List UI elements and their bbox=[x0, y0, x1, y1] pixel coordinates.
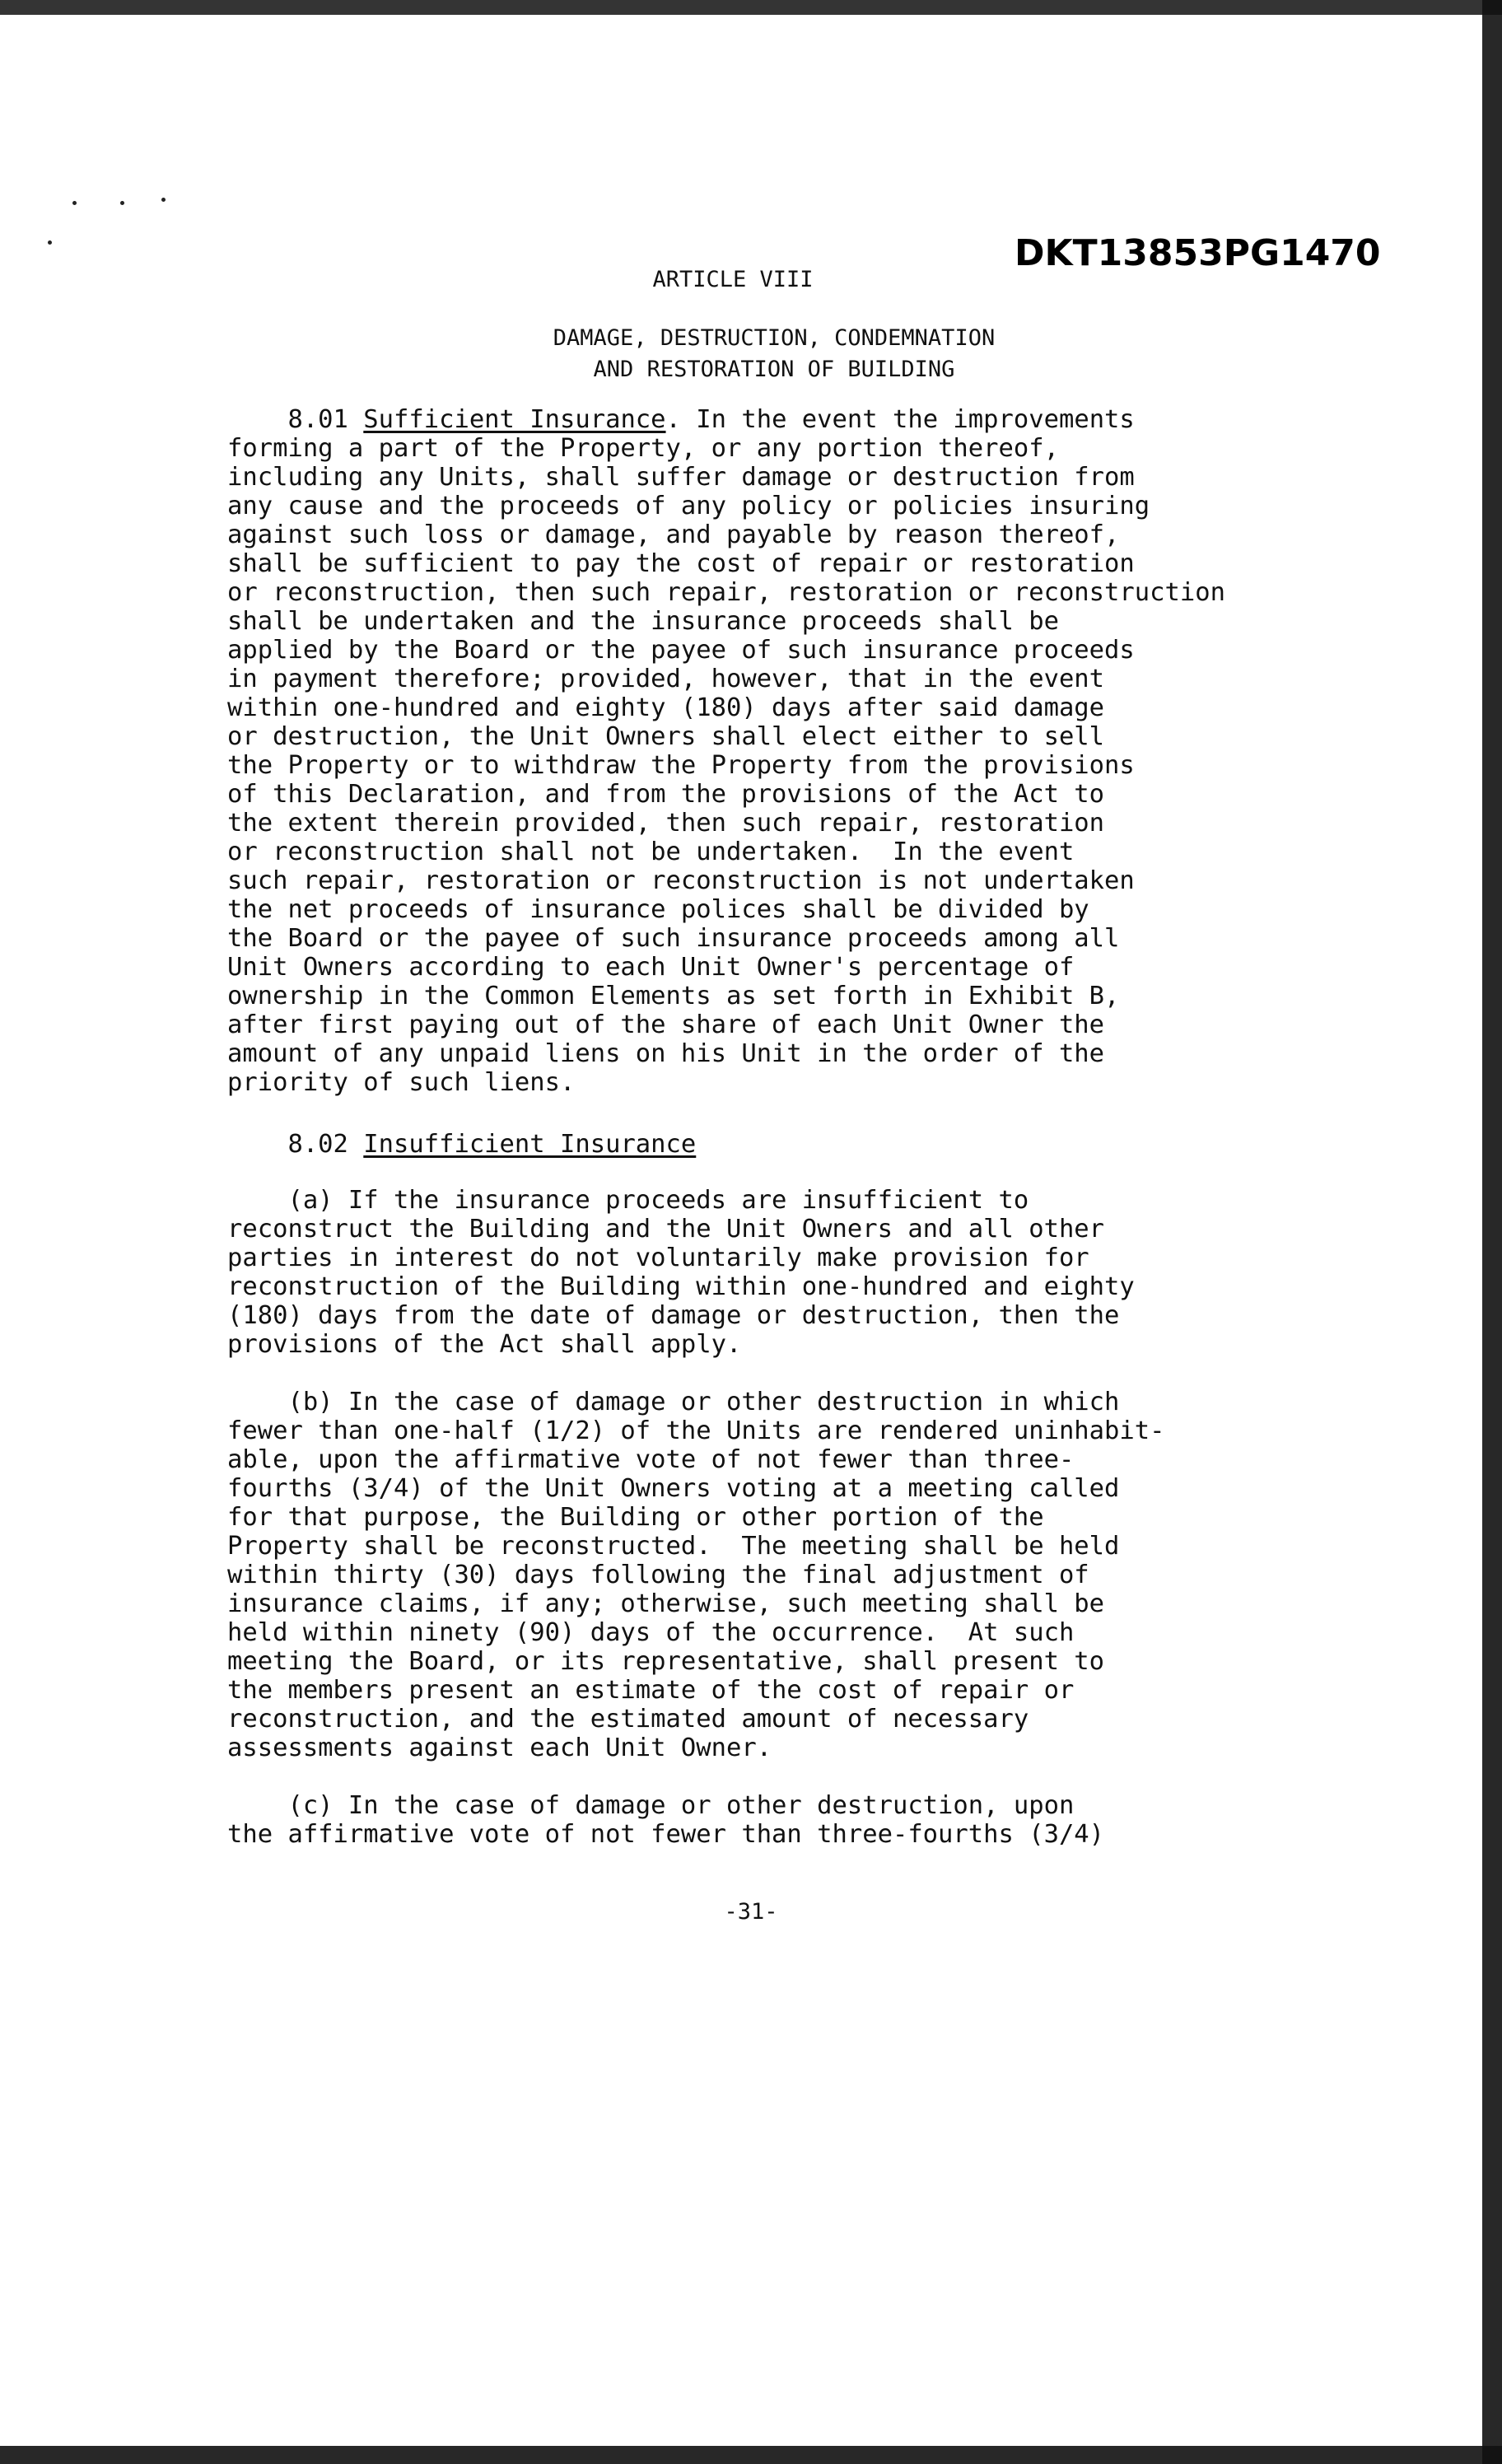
section-number: 8.02 bbox=[287, 1130, 364, 1159]
text-line: Property shall be reconstructed. The meeting shall be held bbox=[227, 1532, 1120, 1561]
text-line: or destruction, the Unit Owners shall elect either to sell bbox=[227, 722, 1105, 751]
article-subheading bbox=[428, 323, 1120, 385]
subheading-line: DAMAGE, DESTRUCTION, CONDEMNATION bbox=[553, 325, 996, 351]
text-line: (180) days from the date of damage or destruction, then the bbox=[227, 1301, 1120, 1330]
scan-edge-top bbox=[0, 0, 1502, 15]
scan-speck bbox=[161, 198, 166, 202]
section-8-02-paragraph-a bbox=[227, 1186, 1397, 1359]
text-line: the net proceeds of insurance polices shall be divided by bbox=[227, 895, 1089, 924]
text-line: the Property or to withdraw the Property from the provisions bbox=[227, 751, 1135, 780]
text-line: shall be sufficient to pay the cost of repair or restoration bbox=[227, 549, 1135, 578]
text-line: within thirty (30) days following the final adjustment of bbox=[227, 1561, 1089, 1589]
text-line: (a) If the insurance proceeds are insufficient to bbox=[287, 1186, 1029, 1215]
section-8-02-paragraph-c bbox=[227, 1791, 1397, 1849]
text-line: any cause and the proceeds of any policy or policies insuring bbox=[227, 492, 1150, 520]
text-line: within one-hundred and eighty (180) days after said damage bbox=[227, 693, 1105, 722]
text-line: shall be undertaken and the insurance proceeds shall be bbox=[227, 607, 1059, 636]
text-line: held within ninety (90) days of the occurrence. At such bbox=[227, 1618, 1075, 1647]
page-number: -31- bbox=[724, 1899, 778, 1925]
text-line: provisions of the Act shall apply. bbox=[227, 1330, 742, 1359]
text-line: (c) In the case of damage or other destruction, upon bbox=[287, 1791, 1075, 1820]
scan-speck bbox=[48, 240, 52, 245]
text-line: (b) In the case of damage or other destruction in which bbox=[287, 1388, 1120, 1416]
text-line: for that purpose, the Building or other portion of the bbox=[227, 1503, 1044, 1532]
text-line: assessments against each Unit Owner. bbox=[227, 1734, 772, 1762]
text-line: Unit Owners according to each Unit Owner's percentage of bbox=[227, 953, 1075, 982]
text-line: reconstruction of the Building within one-hundred and eighty bbox=[227, 1272, 1135, 1301]
section-heading: Insufficient Insurance bbox=[363, 1130, 697, 1159]
scan-speck bbox=[120, 201, 124, 205]
text-line: such repair, restoration or reconstruction is not undertaken bbox=[227, 866, 1135, 895]
text-line: in payment therefore; provided, however, that in the event bbox=[227, 665, 1105, 693]
text-line: including any Units, shall suffer damage or destruction from bbox=[227, 463, 1135, 492]
text-line: amount of any unpaid liens on his Unit in the order of the bbox=[227, 1039, 1105, 1068]
text-line: priority of such liens. bbox=[227, 1068, 576, 1097]
text-line: ownership in the Common Elements as set forth in Exhibit B, bbox=[227, 982, 1120, 1010]
text-line: the affirmative vote of not fewer than three-fourths (3/4) bbox=[227, 1820, 1105, 1849]
text-line: the Board or the payee of such insurance proceeds among all bbox=[227, 924, 1120, 953]
subheading-line: AND RESTORATION OF BUILDING bbox=[593, 357, 955, 382]
text-line: the members present an estimate of the cost of repair or bbox=[227, 1676, 1075, 1705]
text-line: or reconstruction, then such repair, restoration or reconstruction bbox=[227, 578, 1225, 607]
text-line: the extent therein provided, then such repair, restoration bbox=[227, 809, 1105, 838]
text-line: forming a part of the Property, or any portion thereof, bbox=[227, 434, 1059, 463]
section-8-02-heading bbox=[227, 1130, 1397, 1159]
text-line: parties in interest do not voluntarily make provision for bbox=[227, 1244, 1089, 1272]
text-line: or reconstruction shall not be undertaken. In the event bbox=[227, 838, 1075, 866]
text-line: reconstruct the Building and the Unit Owners and all other bbox=[227, 1215, 1105, 1244]
text-line: insurance claims, if any; otherwise, such meeting shall be bbox=[227, 1589, 1105, 1618]
text-line: after first paying out of the share of each Unit Owner the bbox=[227, 1010, 1105, 1039]
scan-speck bbox=[72, 201, 77, 205]
text-line: able, upon the affirmative vote of not fewer than three- bbox=[227, 1445, 1075, 1474]
section-number: 8.01 bbox=[287, 405, 364, 434]
section-8-01-paragraph bbox=[227, 405, 1397, 1097]
text-line: against such loss or damage, and payable by reason thereof, bbox=[227, 520, 1120, 549]
article-title: ARTICLE VIII bbox=[652, 267, 814, 292]
text-line: meeting the Board, or its representative, shall present to bbox=[227, 1647, 1105, 1676]
text-line: reconstruction, and the estimated amount of necessary bbox=[227, 1705, 1029, 1734]
scan-edge-right bbox=[1482, 0, 1502, 2464]
scan-edge-bottom bbox=[0, 2446, 1502, 2464]
text-line: fewer than one-half (1/2) of the Units are rendered uninhabit- bbox=[227, 1416, 1165, 1445]
text-line: applied by the Board or the payee of such insurance proceeds bbox=[227, 636, 1135, 665]
text-line: . In the event the improvements bbox=[665, 405, 1135, 434]
text-line: fourths (3/4) of the Unit Owners voting at a meeting called bbox=[227, 1474, 1120, 1503]
document-stamp: DKT13853PG1470 bbox=[1015, 232, 1381, 274]
section-heading: Sufficient Insurance bbox=[363, 405, 666, 434]
text-line: of this Declaration, and from the provisions of the Act to bbox=[227, 780, 1105, 809]
section-8-02-paragraph-b bbox=[227, 1388, 1397, 1762]
